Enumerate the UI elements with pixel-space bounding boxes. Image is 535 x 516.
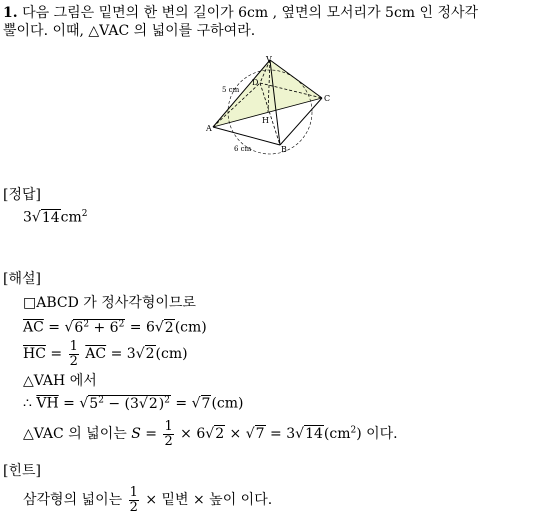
label-b: B bbox=[281, 145, 287, 154]
answer-exp: 2 bbox=[81, 209, 88, 219]
hint-line: 삼각형의 넓이는 $\frac{1}{2}$ × 밑변 × 높이 이다. bbox=[23, 485, 273, 515]
answer-value bbox=[23, 210, 88, 225]
explanation-line3: $\overline{HC}$ = $\frac{1}{2}$ $\overline{AC} = 3√2(cm)$ bbox=[23, 339, 188, 369]
explanation-line5: ∴ $\overline{VH} = √5^2 - (3√2)^2 = √7(cm)$ bbox=[23, 395, 244, 412]
problem-statement-line1 bbox=[3, 6, 478, 20]
answer-header: [정답] bbox=[3, 187, 41, 203]
explanation-line6: △VAC 의 넓이는 S = $\frac{1}{2}$ × $6√2 \times √7 = 3√14(cm^2)$ 이다. bbox=[23, 419, 398, 449]
label-h: H bbox=[262, 116, 269, 125]
answer-radicand: 14 bbox=[41, 209, 60, 226]
explanation-header: [해설] bbox=[3, 271, 41, 287]
sqrt-symbol: √ bbox=[31, 209, 41, 226]
answer-unit: cm bbox=[60, 209, 82, 226]
segment-ac: $\overline{AC}$ bbox=[23, 319, 44, 336]
label-d: D bbox=[252, 78, 259, 87]
segment-vh: $\overline{VH}$ bbox=[36, 395, 59, 412]
answer-coef: 3 bbox=[23, 209, 32, 226]
label-a: A bbox=[206, 124, 212, 133]
problem-statement-line2 bbox=[3, 24, 255, 38]
problem-text-2: 뿔이다. 이때, △VAC 의 넓이를 구하여라. bbox=[3, 23, 256, 39]
explanation-line2: $\overline{AC} = √6^2 + 6^2 = 6√2(cm)$ bbox=[23, 319, 207, 336]
explanation-line1: □ABCD 가 정사각형이므로 bbox=[23, 295, 196, 311]
fraction-half-2: $\frac{1}{2}$ bbox=[164, 419, 173, 449]
problem-number: 1. bbox=[3, 5, 18, 21]
edge-length-label: 5 cm bbox=[222, 86, 240, 94]
hint-header: [힌트] bbox=[3, 463, 41, 479]
label-v: V bbox=[266, 55, 272, 64]
problem-text-1: 다음 그림은 밑면의 한 변의 길이가 6cm , 옆면의 모서리가 5cm 인 정사각 bbox=[22, 5, 479, 21]
explanation-line4: △VAH 에서 bbox=[23, 373, 97, 389]
base-length-label: 6 cm bbox=[234, 145, 252, 153]
label-c: C bbox=[324, 94, 331, 103]
hint-fraction: $\frac{1}{2}$ bbox=[129, 485, 138, 515]
fraction-half: $\frac{1}{2}$ bbox=[69, 339, 78, 369]
pyramid-figure bbox=[200, 55, 340, 155]
segment-hc: $\overline{HC}$ bbox=[23, 346, 46, 363]
